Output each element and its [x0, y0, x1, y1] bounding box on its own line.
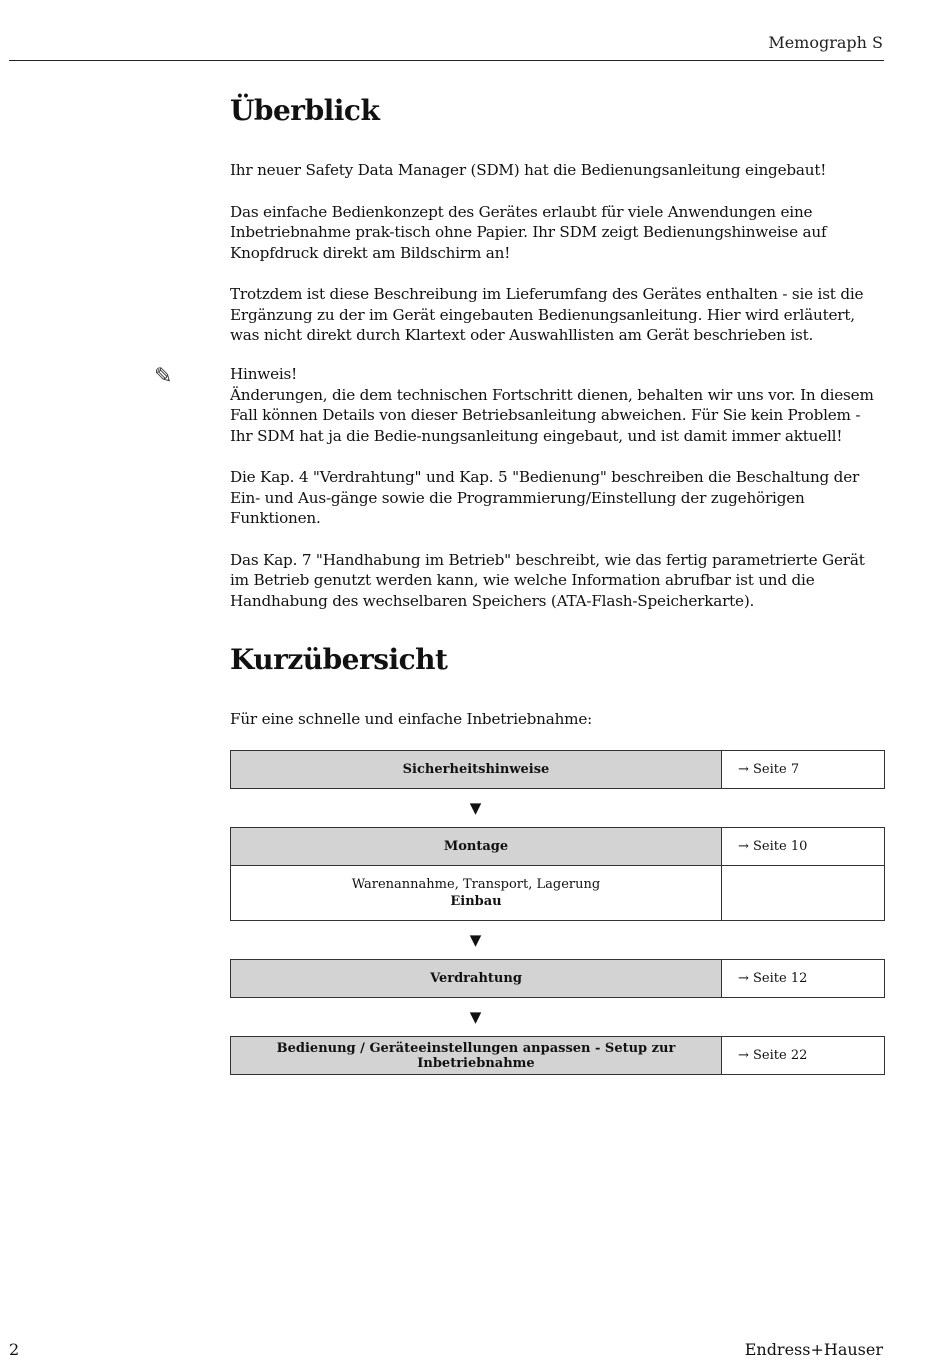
flow-step-details	[231, 866, 722, 921]
note-block	[230, 364, 884, 611]
overview-paragraph-3: Trotzdem ist diese Beschreibung im Lieferumfang des Gerätes enthalten - sie ist die Ergänzung zu der im Gerät eingebauten Bedienungsanleitung. Hier wird erläutert, was nicht direkt durch Klartext oder Auswahllisten am Gerät beschrieben ist.	[230, 285, 864, 344]
overview-paragraphs	[230, 160, 884, 346]
summary-section	[230, 643, 884, 676]
flow-step-page-ref: → Seite 7	[722, 751, 885, 789]
flow-step-2	[230, 827, 885, 921]
overview-section	[230, 94, 884, 127]
overview-paragraph-1: Ihr neuer Safety Data Manager (SDM) hat die Bedienungsanleitung eingebaut!	[230, 161, 827, 179]
note-title: Hinweis!	[230, 365, 298, 383]
summary-intro: Für eine schnelle und einfache Inbetriebnahme:	[230, 710, 593, 728]
header-rule	[9, 60, 884, 61]
flow-step-page-ref: → Seite 12	[722, 960, 885, 998]
flow-step-4	[230, 1036, 885, 1075]
flow-step-label: Bedienung / Geräteeinstellungen anpassen - Setup zur Inbetriebnahme	[231, 1037, 722, 1075]
flow-step-page-ref: → Seite 10	[722, 828, 885, 866]
flow-step-page-ref: → Seite 22	[722, 1037, 885, 1075]
flow-step-1	[230, 750, 885, 789]
brand-name: Endress+Hauser	[744, 1340, 883, 1359]
flow-step-3	[230, 959, 885, 998]
overview-paragraph-2: Das einfache Bedienkonzept des Gerätes erlaubt für viele Anwendungen eine Inbetriebnahme prak-tisch ohne Papier. Ihr SDM zeigt Bedienungshinweise auf Knopfdruck direkt am Bildschirm an!	[230, 202, 827, 262]
flow-step-label: Montage	[231, 828, 722, 866]
flow-diagram	[230, 750, 884, 1075]
down-arrow-icon: ▼	[469, 799, 482, 817]
overview-heading: Überblick	[230, 94, 380, 127]
pencil-icon: ✎	[154, 364, 173, 389]
header-title: Memograph S	[768, 33, 883, 52]
down-arrow-icon: ▼	[469, 931, 482, 949]
note-text: Änderungen, die dem technischen Fortschritt dienen, behalten wir uns vor. In diesem Fall können Details von dieser Betriebsanleitung abweichen. Für Sie kein Problem - Ihr SDM hat ja die Bedie-nungsanleitung eingebaut, und ist damit immer aktuell!	[230, 385, 874, 445]
summary-intro-wrap	[230, 709, 884, 730]
flow-step-label: Verdrahtung	[231, 960, 722, 998]
page-number: 2	[9, 1340, 20, 1359]
note-paragraph-2: Das Kap. 7 "Handhabung im Betrieb" beschreibt, wie das fertig parametrierte Gerät im Betrieb genutzt werden kann, wie welche Information abrufbar ist und die Handhabung des wechselbaren Speichers (ATA-Flash-Speicherkarte).	[230, 550, 865, 610]
note-paragraph-1: Die Kap. 4 "Verdrahtung" und Kap. 5 "Bedienung" beschreiben die Beschaltung der Ein- und Aus-gänge sowie die Programmierung/Einstellung der zugehörigen Funktionen.	[230, 468, 860, 527]
flow-step-empty-cell	[722, 866, 885, 921]
summary-heading: Kurzübersicht	[230, 643, 448, 676]
flow-step-detail-bold: Einbau	[450, 894, 502, 909]
down-arrow-icon: ▼	[469, 1008, 482, 1026]
flow-step-detail-line: Warenannahme, Transport, Lagerung	[351, 877, 601, 892]
flow-step-label: Sicherheitshinweise	[231, 751, 722, 789]
